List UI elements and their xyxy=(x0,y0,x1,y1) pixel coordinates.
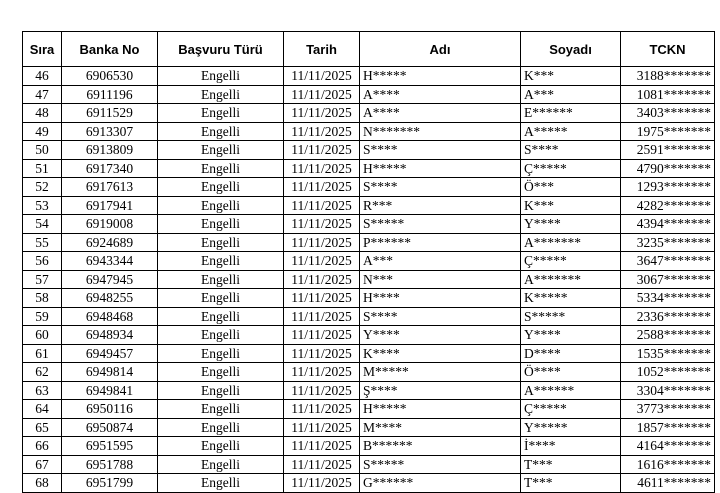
cell-tarih: 11/11/2025 xyxy=(284,178,360,197)
table-row xyxy=(23,215,715,234)
col-soyadi-header: Soyadı xyxy=(521,32,621,67)
table-row xyxy=(23,233,715,252)
cell-basvuru-turu: Engelli xyxy=(158,178,284,197)
cell-adi: S**** xyxy=(360,178,521,197)
cell-banka-no: 6917941 xyxy=(62,196,158,215)
cell-sira: 55 xyxy=(23,233,62,252)
cell-banka-no: 6943344 xyxy=(62,252,158,271)
cell-sira: 48 xyxy=(23,104,62,123)
cell-tckn: 1293******* xyxy=(621,178,715,197)
cell-sira: 56 xyxy=(23,252,62,271)
cell-tarih: 11/11/2025 xyxy=(284,233,360,252)
table-row xyxy=(23,437,715,456)
cell-tckn: 1857******* xyxy=(621,418,715,437)
cell-soyadi: A******* xyxy=(521,233,621,252)
cell-banka-no: 6913809 xyxy=(62,141,158,160)
col-basvuru-turu-header: Başvuru Türü xyxy=(158,32,284,67)
cell-banka-no: 6917340 xyxy=(62,159,158,178)
cell-tarih: 11/11/2025 xyxy=(284,344,360,363)
cell-adi: A*** xyxy=(360,252,521,271)
cell-tarih: 11/11/2025 xyxy=(284,363,360,382)
cell-soyadi: A******* xyxy=(521,270,621,289)
cell-tckn: 3647******* xyxy=(621,252,715,271)
cell-soyadi: Y***** xyxy=(521,418,621,437)
cell-soyadi: T*** xyxy=(521,455,621,474)
table-row xyxy=(23,270,715,289)
col-tarih-header: Tarih xyxy=(284,32,360,67)
cell-sira: 52 xyxy=(23,178,62,197)
cell-adi: H**** xyxy=(360,289,521,308)
table-row xyxy=(23,196,715,215)
cell-sira: 63 xyxy=(23,381,62,400)
cell-tarih: 11/11/2025 xyxy=(284,252,360,271)
cell-adi: S***** xyxy=(360,455,521,474)
table-row xyxy=(23,307,715,326)
cell-basvuru-turu: Engelli xyxy=(158,252,284,271)
cell-tarih: 11/11/2025 xyxy=(284,67,360,86)
cell-soyadi: A***** xyxy=(521,122,621,141)
cell-banka-no: 6924689 xyxy=(62,233,158,252)
cell-sira: 47 xyxy=(23,85,62,104)
cell-tarih: 11/11/2025 xyxy=(284,159,360,178)
cell-adi: S**** xyxy=(360,307,521,326)
cell-banka-no: 6948255 xyxy=(62,289,158,308)
cell-sira: 66 xyxy=(23,437,62,456)
cell-soyadi: T*** xyxy=(521,474,621,493)
col-tckn-header: TCKN xyxy=(621,32,715,67)
cell-tckn: 4394******* xyxy=(621,215,715,234)
cell-sira: 59 xyxy=(23,307,62,326)
table-row xyxy=(23,252,715,271)
cell-adi: S**** xyxy=(360,141,521,160)
cell-sira: 67 xyxy=(23,455,62,474)
cell-sira: 64 xyxy=(23,400,62,419)
cell-basvuru-turu: Engelli xyxy=(158,363,284,382)
cell-sira: 62 xyxy=(23,363,62,382)
cell-basvuru-turu: Engelli xyxy=(158,196,284,215)
table-row xyxy=(23,344,715,363)
cell-tarih: 11/11/2025 xyxy=(284,326,360,345)
table-row xyxy=(23,474,715,493)
cell-tarih: 11/11/2025 xyxy=(284,307,360,326)
cell-soyadi: S**** xyxy=(521,141,621,160)
table-row xyxy=(23,400,715,419)
cell-banka-no: 6950874 xyxy=(62,418,158,437)
cell-soyadi: A****** xyxy=(521,381,621,400)
cell-tckn: 1975******* xyxy=(621,122,715,141)
cell-soyadi: K*** xyxy=(521,67,621,86)
col-adi-header: Adı xyxy=(360,32,521,67)
cell-basvuru-turu: Engelli xyxy=(158,437,284,456)
cell-sira: 57 xyxy=(23,270,62,289)
cell-adi: G****** xyxy=(360,474,521,493)
table-row xyxy=(23,418,715,437)
cell-banka-no: 6919008 xyxy=(62,215,158,234)
cell-basvuru-turu: Engelli xyxy=(158,67,284,86)
cell-basvuru-turu: Engelli xyxy=(158,85,284,104)
cell-soyadi: Ç***** xyxy=(521,159,621,178)
cell-adi: Y**** xyxy=(360,326,521,345)
cell-tckn: 3773******* xyxy=(621,400,715,419)
table-row xyxy=(23,326,715,345)
table-row xyxy=(23,289,715,308)
cell-sira: 60 xyxy=(23,326,62,345)
cell-basvuru-turu: Engelli xyxy=(158,400,284,419)
cell-tckn: 4164******* xyxy=(621,437,715,456)
cell-soyadi: Ç***** xyxy=(521,400,621,419)
cell-adi: N******* xyxy=(360,122,521,141)
table-row xyxy=(23,141,715,160)
cell-banka-no: 6917613 xyxy=(62,178,158,197)
cell-sira: 53 xyxy=(23,196,62,215)
cell-tckn: 4282******* xyxy=(621,196,715,215)
cell-basvuru-turu: Engelli xyxy=(158,270,284,289)
cell-basvuru-turu: Engelli xyxy=(158,418,284,437)
cell-basvuru-turu: Engelli xyxy=(158,289,284,308)
cell-soyadi: Ç***** xyxy=(521,252,621,271)
cell-banka-no: 6951799 xyxy=(62,474,158,493)
cell-adi: Ş**** xyxy=(360,381,521,400)
cell-tckn: 4790******* xyxy=(621,159,715,178)
cell-basvuru-turu: Engelli xyxy=(158,307,284,326)
cell-soyadi: A*** xyxy=(521,85,621,104)
cell-soyadi: Y**** xyxy=(521,215,621,234)
col-sira-header: Sıra xyxy=(23,32,62,67)
cell-adi: P****** xyxy=(360,233,521,252)
cell-basvuru-turu: Engelli xyxy=(158,344,284,363)
cell-banka-no: 6949457 xyxy=(62,344,158,363)
cell-soyadi: D**** xyxy=(521,344,621,363)
cell-sira: 54 xyxy=(23,215,62,234)
cell-basvuru-turu: Engelli xyxy=(158,381,284,400)
cell-soyadi: İ**** xyxy=(521,437,621,456)
table-row xyxy=(23,159,715,178)
cell-sira: 65 xyxy=(23,418,62,437)
cell-soyadi: Y**** xyxy=(521,326,621,345)
cell-tckn: 2336******* xyxy=(621,307,715,326)
cell-tckn: 5334******* xyxy=(621,289,715,308)
cell-adi: H***** xyxy=(360,400,521,419)
cell-basvuru-turu: Engelli xyxy=(158,141,284,160)
cell-adi: K**** xyxy=(360,344,521,363)
cell-banka-no: 6906530 xyxy=(62,67,158,86)
cell-sira: 58 xyxy=(23,289,62,308)
cell-tckn: 3188******* xyxy=(621,67,715,86)
cell-tarih: 11/11/2025 xyxy=(284,381,360,400)
cell-sira: 46 xyxy=(23,67,62,86)
cell-basvuru-turu: Engelli xyxy=(158,474,284,493)
cell-soyadi: K***** xyxy=(521,289,621,308)
cell-basvuru-turu: Engelli xyxy=(158,159,284,178)
cell-soyadi: S***** xyxy=(521,307,621,326)
cell-adi: A**** xyxy=(360,85,521,104)
cell-banka-no: 6948468 xyxy=(62,307,158,326)
cell-basvuru-turu: Engelli xyxy=(158,455,284,474)
cell-soyadi: Ö**** xyxy=(521,363,621,382)
cell-tckn: 1535******* xyxy=(621,344,715,363)
cell-tckn: 3067******* xyxy=(621,270,715,289)
cell-tarih: 11/11/2025 xyxy=(284,418,360,437)
cell-banka-no: 6947945 xyxy=(62,270,158,289)
cell-tckn: 1081******* xyxy=(621,85,715,104)
cell-adi: N*** xyxy=(360,270,521,289)
cell-banka-no: 6913307 xyxy=(62,122,158,141)
cell-tarih: 11/11/2025 xyxy=(284,270,360,289)
table-row xyxy=(23,178,715,197)
cell-soyadi: Ö*** xyxy=(521,178,621,197)
applicants-table xyxy=(22,31,715,493)
cell-sira: 50 xyxy=(23,141,62,160)
cell-basvuru-turu: Engelli xyxy=(158,104,284,123)
cell-sira: 68 xyxy=(23,474,62,493)
table-body xyxy=(23,67,715,493)
cell-banka-no: 6950116 xyxy=(62,400,158,419)
table-row xyxy=(23,85,715,104)
cell-tarih: 11/11/2025 xyxy=(284,474,360,493)
cell-tarih: 11/11/2025 xyxy=(284,122,360,141)
cell-banka-no: 6948934 xyxy=(62,326,158,345)
cell-basvuru-turu: Engelli xyxy=(158,215,284,234)
cell-soyadi: K*** xyxy=(521,196,621,215)
cell-basvuru-turu: Engelli xyxy=(158,326,284,345)
cell-soyadi: E****** xyxy=(521,104,621,123)
table-row xyxy=(23,67,715,86)
cell-sira: 51 xyxy=(23,159,62,178)
cell-basvuru-turu: Engelli xyxy=(158,233,284,252)
cell-adi: R*** xyxy=(360,196,521,215)
col-banka-no-header: Banka No xyxy=(62,32,158,67)
table-row xyxy=(23,104,715,123)
cell-tckn: 2588******* xyxy=(621,326,715,345)
cell-tarih: 11/11/2025 xyxy=(284,455,360,474)
cell-banka-no: 6911196 xyxy=(62,85,158,104)
cell-tckn: 3235******* xyxy=(621,233,715,252)
cell-tckn: 4611******* xyxy=(621,474,715,493)
cell-basvuru-turu: Engelli xyxy=(158,122,284,141)
cell-tarih: 11/11/2025 xyxy=(284,437,360,456)
table-header-row xyxy=(23,32,715,67)
cell-adi: B****** xyxy=(360,437,521,456)
cell-tarih: 11/11/2025 xyxy=(284,289,360,308)
cell-banka-no: 6951595 xyxy=(62,437,158,456)
cell-tarih: 11/11/2025 xyxy=(284,141,360,160)
table-row xyxy=(23,455,715,474)
cell-sira: 49 xyxy=(23,122,62,141)
cell-tckn: 1052******* xyxy=(621,363,715,382)
cell-banka-no: 6951788 xyxy=(62,455,158,474)
cell-tckn: 1616******* xyxy=(621,455,715,474)
cell-adi: H***** xyxy=(360,67,521,86)
cell-tckn: 3403******* xyxy=(621,104,715,123)
cell-sira: 61 xyxy=(23,344,62,363)
cell-tckn: 3304******* xyxy=(621,381,715,400)
cell-adi: A**** xyxy=(360,104,521,123)
cell-banka-no: 6949814 xyxy=(62,363,158,382)
cell-adi: M**** xyxy=(360,418,521,437)
cell-tckn: 2591******* xyxy=(621,141,715,160)
cell-tarih: 11/11/2025 xyxy=(284,85,360,104)
cell-tarih: 11/11/2025 xyxy=(284,400,360,419)
cell-adi: H***** xyxy=(360,159,521,178)
cell-banka-no: 6911529 xyxy=(62,104,158,123)
cell-tarih: 11/11/2025 xyxy=(284,215,360,234)
cell-tarih: 11/11/2025 xyxy=(284,196,360,215)
cell-adi: M***** xyxy=(360,363,521,382)
table-row xyxy=(23,122,715,141)
cell-tarih: 11/11/2025 xyxy=(284,104,360,123)
cell-banka-no: 6949841 xyxy=(62,381,158,400)
cell-adi: S***** xyxy=(360,215,521,234)
document-page xyxy=(22,31,715,493)
table-row xyxy=(23,363,715,382)
table-row xyxy=(23,381,715,400)
